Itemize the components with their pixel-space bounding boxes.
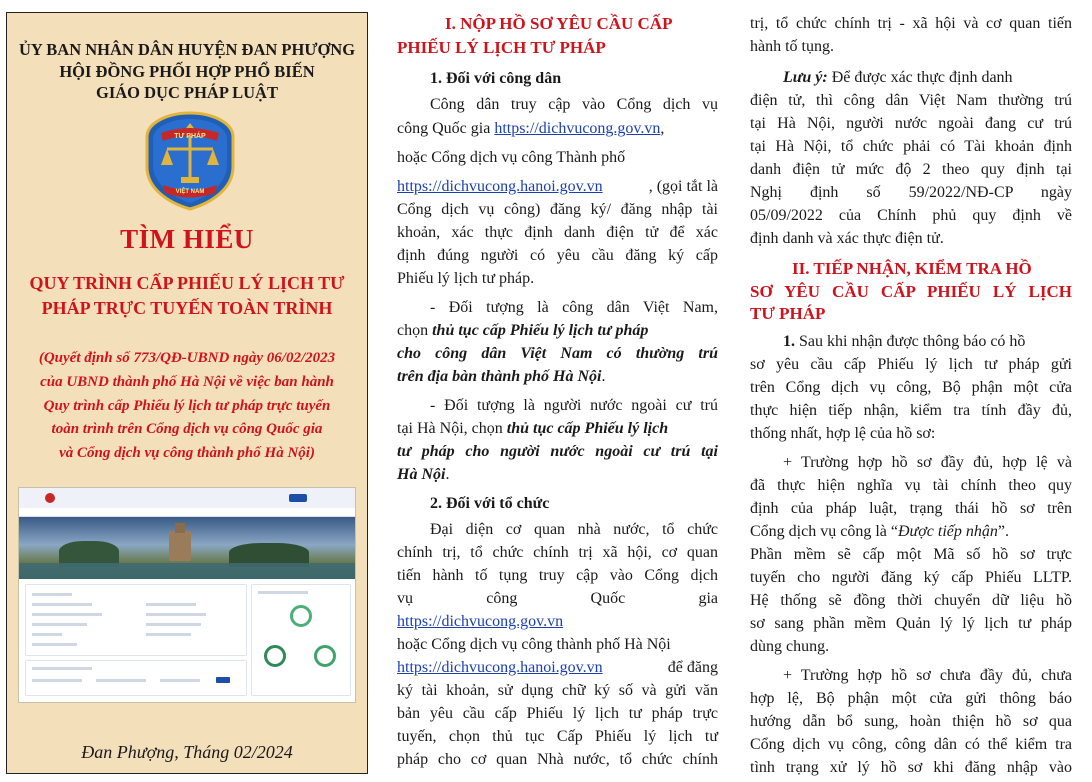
portal-stats-card: [251, 584, 351, 696]
paragraph-line: tuyến, chọn thủ tục Cấp Phiếu lý lịch tư: [397, 728, 718, 745]
paragraph-line: tình trạng xử lý hồ sơ khi đăng nhập vào: [750, 759, 1072, 776]
emblem-bottom-text: VIỆT NAM: [175, 189, 205, 195]
paragraph-line: đã thực hiện nghĩa vụ tài chính theo quy: [750, 477, 1072, 494]
decision-line: của UBND thành phố Hà Nội về việc ban hành: [40, 374, 334, 390]
paragraph-line: Phiếu lý lịch tư pháp.: [397, 270, 535, 287]
paragraph-line: https://dichvucong.hanoi.gov.vn để đăng: [397, 659, 718, 676]
paragraph-line: + Trường hợp hồ sơ đầy đủ, hợp lệ và: [783, 454, 1072, 471]
portal-nav: [19, 508, 355, 517]
paragraph-line: công Quốc gia https://dichvucong.gov.vn,: [397, 120, 665, 137]
emblem-top-text: TƯ PHÁP: [174, 133, 206, 140]
org-name-line1: ỦY BAN NHÂN DÂN HUYỆN ĐAN PHƯỢNG: [18, 40, 356, 59]
paragraph-line: chọn thủ tục cấp Phiếu lý lịch tư pháp: [397, 322, 649, 339]
section1-heading-line2: PHIẾU LÝ LỊCH TƯ PHÁP: [397, 38, 606, 57]
subheading-organizations: 2. Đối với tổ chức: [430, 495, 550, 512]
paragraph-line: tại Hà Nội, người nước ngoài đang cư trú: [750, 115, 1072, 132]
paragraph-line: 05/09/2022 của Chính phủ quy định về: [750, 207, 1072, 224]
link-hanoi-portal[interactable]: https://dichvucong.hanoi.gov.vn: [397, 178, 603, 195]
paragraph-line: Cổng dịch vụ công) đăng ký/ đăng nhập tài: [397, 201, 718, 218]
paragraph-line: khoản, xác thực định danh điện tử để xác: [397, 224, 718, 241]
paragraph-line: danh điện tử mức độ 2 theo quy định tại: [750, 161, 1072, 178]
subheading-citizens: 1. Đối với công dân: [430, 70, 562, 87]
paragraph-line: + Trường hợp hồ sơ chưa đầy đủ, chưa: [783, 667, 1072, 684]
paragraph-line: hoặc Cổng dịch vụ công Thành phố: [397, 149, 626, 166]
paragraph-line: sơ yêu cầu cấp Phiếu lý lịch tư pháp gửi: [750, 356, 1072, 373]
decision-line: và Cổng dịch vụ công thành phố Hà Nội): [59, 445, 315, 461]
decision-line: (Quyết định số 773/QĐ-UBND ngày 06/02/2023: [38, 350, 336, 366]
paragraph-line: trị, tổ chức chính trị - xã hội và cơ quan tiến: [750, 15, 1072, 32]
portal-login-button-image: [289, 494, 307, 502]
justice-emblem-icon: [141, 109, 239, 211]
paragraph-line: tại Hà Nội, chọn thủ tục cấp Phiếu lý lịch: [397, 420, 669, 437]
paragraph-line: hành tố tụng.: [750, 38, 834, 55]
paragraph-line: trên Cổng dịch vụ công, Bộ phận một cửa: [750, 379, 1072, 396]
section2-heading-line1: II. TIẾP NHẬN, KIỂM TRA HỒ: [792, 259, 1032, 278]
cover-panel: [6, 12, 368, 774]
cover-title: TÌM HIỂU: [120, 224, 254, 254]
section2-heading-line2: SƠ YÊU CẦU CẤP PHIẾU LÝ LỊCH: [750, 282, 1072, 301]
paragraph-line: 1. Sau khi nhận được thông báo có hồ: [783, 333, 1026, 350]
paragraph-line: định danh và xác thực điện tử.: [750, 230, 944, 247]
cover-subtitle-line1: QUY TRÌNH CẤP PHIẾU LÝ LỊCH TƯ: [29, 273, 345, 293]
paragraph-line: điện tử, thì công dân Việt Nam thường trú: [750, 92, 1072, 109]
paragraph-line: tại Hà Nội, tổ chức phải có Tài khoản định: [750, 138, 1072, 155]
portal-header: [19, 488, 355, 508]
paragraph-line: dùng chung.: [750, 638, 830, 655]
paragraph-line: tư pháp cho người nước ngoài cư trú tại: [397, 443, 718, 460]
paragraph-line: Đại diện cơ quan nhà nước, tổ chức: [430, 521, 718, 538]
paragraph-line: cho công dân Việt Nam có thường trú: [397, 345, 718, 362]
link-hanoi-portal[interactable]: https://dichvucong.hanoi.gov.vn: [397, 659, 603, 676]
paragraph-line: Lưu ý: Để được xác thực định danh: [783, 69, 1013, 86]
paragraph-line: định đúng người có yêu cầu đăng ký cấp: [397, 247, 718, 264]
paragraph-line: Công dân truy cập vào Cổng dịch vụ: [430, 96, 718, 113]
paragraph-line: Nghị định số 59/2022/NĐ-CP ngày: [750, 184, 1072, 201]
paragraph-line: tuyến cho người đăng ký cấp Phiếu LLTP.: [750, 569, 1072, 586]
paragraph-line: định của pháp luật, trạng thái hồ sơ trên: [750, 500, 1072, 517]
paragraph-line: Phần mềm sẽ cấp một Mã số hồ sơ trực: [750, 546, 1072, 563]
section2-heading-line3: TƯ PHÁP: [750, 304, 826, 323]
paragraph-line: hợp lệ, Bộ phận một cửa gửi thông báo: [750, 690, 1072, 707]
org-name-line3: GIÁO DỤC PHÁP LUẬT: [96, 83, 278, 102]
org-name-line2: HỘI ĐỒNG PHỐI HỢP PHỔ BIẾN: [59, 62, 315, 81]
portal-search-card: [25, 660, 247, 696]
paragraph-line: hoặc Cổng dịch vụ công thành phố Hà Nội: [397, 636, 671, 653]
portal-logo-icon: [45, 493, 55, 503]
paragraph-line: Cổng dịch vụ công, công dân có thể kiểm tra: [750, 736, 1072, 753]
paragraph-line: ký tài khoản, sử dụng chữ ký số và gửi văn: [397, 682, 718, 699]
section1-heading-line1: I. NỘP HỒ SƠ YÊU CẦU CẤP: [445, 14, 673, 33]
paragraph-line: vụ công Quốc gia: [397, 590, 718, 607]
paragraph-line: https://dichvucong.hanoi.gov.vn , (gọi tắt là: [397, 178, 718, 195]
paragraph-line: - Đối tượng là công dân Việt Nam,: [430, 299, 718, 316]
decision-line: toàn trình trên Cổng dịch vụ công Quốc gia: [51, 421, 323, 437]
paragraph-line: - Đối tượng là người nước ngoài cư trú: [430, 397, 718, 414]
paragraph-line: Hệ thống sẽ đồng thời chuyển dữ liệu hồ: [750, 592, 1072, 609]
link-national-portal[interactable]: https://dichvucong.gov.vn: [397, 613, 564, 630]
paragraph-line: hướng dẫn bổ sung, hoàn thiện hồ sơ qua: [750, 713, 1072, 730]
portal-screenshot-image: [19, 488, 355, 702]
paragraph-line: sơ sang phần mềm Quản lý lý lịch tư pháp: [750, 615, 1072, 632]
cover-footer: Đan Phượng, Tháng 02/2024: [81, 742, 293, 762]
paragraph-line: chính trị, tổ chức chính trị xã hội, cơ quan: [397, 544, 718, 561]
note-label: Lưu ý:: [783, 69, 828, 86]
link-national-portal[interactable]: https://dichvucong.gov.vn: [494, 120, 661, 137]
portal-hero-image: [19, 517, 355, 579]
cover-subtitle-line2: PHÁP TRỰC TUYẾN TOÀN TRÌNH: [41, 298, 333, 318]
paragraph-line: thực hiện tiếp nhận, kiểm tra tính đầy đủ,: [750, 402, 1072, 419]
paragraph-line: bản yêu cầu cấp Phiếu lý lịch tư pháp trực: [397, 705, 718, 722]
portal-card: [25, 584, 247, 656]
paragraph-line: Hà Nội.: [397, 466, 450, 483]
decision-line: Quy trình cấp Phiếu lý lịch tư pháp trực tuyến: [43, 398, 331, 414]
paragraph-line: tiến hành tố tụng truy cập vào Cổng dịch: [397, 567, 718, 584]
paragraph-line: thống nhất, hợp lệ của hồ sơ:: [750, 425, 936, 442]
paragraph-line: pháp cho cơ quan Nhà nước, tổ chức chính: [397, 751, 718, 768]
paragraph-line: Cổng dịch vụ công là “Được tiếp nhận”.: [750, 523, 1009, 540]
paragraph-line: trên địa bàn thành phố Hà Nội.: [397, 368, 606, 385]
